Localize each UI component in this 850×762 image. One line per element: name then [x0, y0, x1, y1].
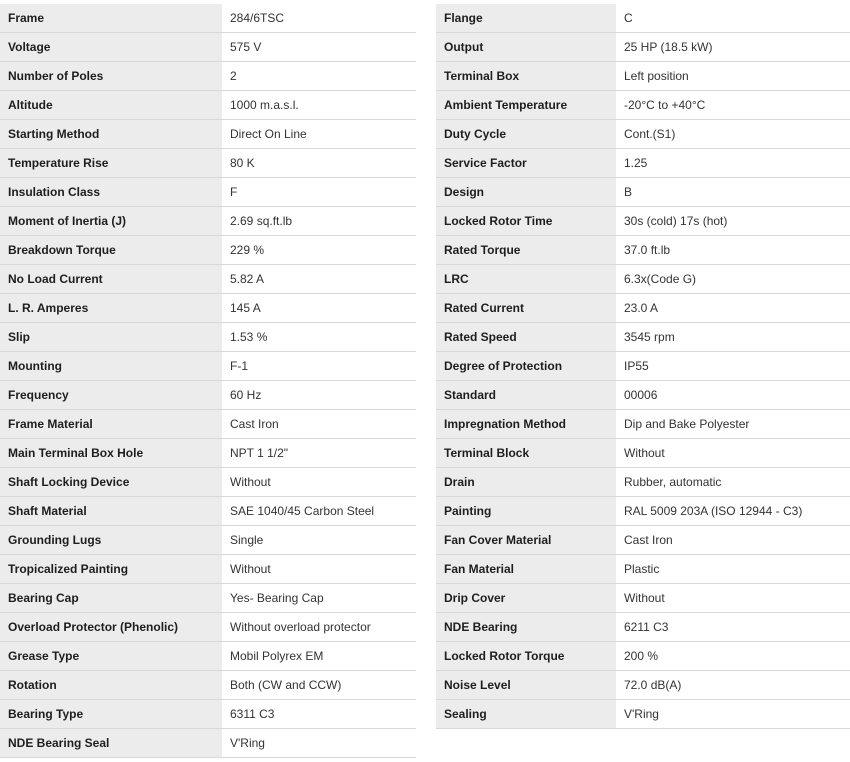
- spec-row: [0, 294, 416, 323]
- spec-value: Dip and Bake Polyester: [616, 410, 850, 439]
- spec-value: Direct On Line: [222, 120, 416, 149]
- spec-value: 3545 rpm: [616, 323, 850, 352]
- spec-label: Rotation: [0, 671, 222, 700]
- spec-row: [436, 613, 850, 642]
- spec-value: 60 Hz: [222, 381, 416, 410]
- spec-value: Without: [616, 584, 850, 613]
- spec-value: -20°C to +40°C: [616, 91, 850, 120]
- spec-value: 284/6TSC: [222, 4, 416, 33]
- spec-value: F-1: [222, 352, 416, 381]
- spec-label: NDE Bearing: [436, 613, 616, 642]
- spec-label: Drain: [436, 468, 616, 497]
- spec-label: Bearing Type: [0, 700, 222, 729]
- spec-row: [0, 526, 416, 555]
- spec-label: Painting: [436, 497, 616, 526]
- spec-label: Locked Rotor Torque: [436, 642, 616, 671]
- spec-label: Standard: [436, 381, 616, 410]
- spec-value: 1.53 %: [222, 323, 416, 352]
- spec-value: 30s (cold) 17s (hot): [616, 207, 850, 236]
- spec-value: 229 %: [222, 236, 416, 265]
- spec-label: Mounting: [0, 352, 222, 381]
- spec-row: [436, 439, 850, 468]
- spec-row: [436, 555, 850, 584]
- spec-value: 6311 C3: [222, 700, 416, 729]
- spec-value: 23.0 A: [616, 294, 850, 323]
- spec-row: [436, 4, 850, 33]
- spec-row: [436, 526, 850, 555]
- spec-row: [0, 91, 416, 120]
- spec-row: [0, 439, 416, 468]
- spec-value: 25 HP (18.5 kW): [616, 33, 850, 62]
- spec-label: Breakdown Torque: [0, 236, 222, 265]
- spec-label: Fan Cover Material: [436, 526, 616, 555]
- spec-row: [0, 207, 416, 236]
- spec-row: [0, 468, 416, 497]
- spec-row: [436, 294, 850, 323]
- spec-label: Rated Torque: [436, 236, 616, 265]
- spec-row: [0, 671, 416, 700]
- spec-value: 80 K: [222, 149, 416, 178]
- spec-label: Rated Current: [436, 294, 616, 323]
- spec-label: LRC: [436, 265, 616, 294]
- spec-label: Grease Type: [0, 642, 222, 671]
- spec-label: Drip Cover: [436, 584, 616, 613]
- spec-label: Moment of Inertia (J): [0, 207, 222, 236]
- spec-row: [0, 62, 416, 91]
- spec-value: Left position: [616, 62, 850, 91]
- spec-label: Starting Method: [0, 120, 222, 149]
- spec-label: Design: [436, 178, 616, 207]
- spec-value: 5.82 A: [222, 265, 416, 294]
- spec-label: Slip: [0, 323, 222, 352]
- spec-row: [0, 584, 416, 613]
- spec-value: Yes- Bearing Cap: [222, 584, 416, 613]
- spec-row: [0, 149, 416, 178]
- spec-label: Insulation Class: [0, 178, 222, 207]
- spec-row: [0, 381, 416, 410]
- spec-value: Rubber, automatic: [616, 468, 850, 497]
- spec-label: Ambient Temperature: [436, 91, 616, 120]
- spec-row: [436, 381, 850, 410]
- spec-row: [0, 4, 416, 33]
- spec-label: Temperature Rise: [0, 149, 222, 178]
- spec-value: B: [616, 178, 850, 207]
- spec-label: Rated Speed: [436, 323, 616, 352]
- spec-row: [436, 62, 850, 91]
- spec-value: V'Ring: [222, 729, 416, 758]
- spec-value: 00006: [616, 381, 850, 410]
- spec-table-right: [436, 4, 850, 729]
- spec-row: [436, 410, 850, 439]
- spec-value: 145 A: [222, 294, 416, 323]
- spec-row: [0, 178, 416, 207]
- spec-label: Shaft Material: [0, 497, 222, 526]
- spec-row: [436, 497, 850, 526]
- spec-label: Duty Cycle: [436, 120, 616, 149]
- spec-value: Without: [222, 555, 416, 584]
- spec-row: [0, 352, 416, 381]
- spec-label: Main Terminal Box Hole: [0, 439, 222, 468]
- spec-value: SAE 1040/45 Carbon Steel: [222, 497, 416, 526]
- spec-label: Overload Protector (Phenolic): [0, 613, 222, 642]
- spec-value: 6.3x(Code G): [616, 265, 850, 294]
- spec-row: [436, 149, 850, 178]
- spec-row: [0, 265, 416, 294]
- spec-value: Cast Iron: [616, 526, 850, 555]
- spec-row: [436, 33, 850, 62]
- spec-row: [0, 323, 416, 352]
- spec-value: F: [222, 178, 416, 207]
- spec-label: Output: [436, 33, 616, 62]
- spec-row: [0, 33, 416, 62]
- spec-row: [436, 584, 850, 613]
- spec-row: [436, 207, 850, 236]
- spec-row: [436, 236, 850, 265]
- spec-label: Bearing Cap: [0, 584, 222, 613]
- spec-label: Frame Material: [0, 410, 222, 439]
- spec-value: Without: [222, 468, 416, 497]
- spec-label: Frequency: [0, 381, 222, 410]
- spec-value: C: [616, 4, 850, 33]
- spec-label: Grounding Lugs: [0, 526, 222, 555]
- spec-label: Degree of Protection: [436, 352, 616, 381]
- spec-label: Altitude: [0, 91, 222, 120]
- spec-row: [0, 497, 416, 526]
- spec-value: 37.0 ft.lb: [616, 236, 850, 265]
- spec-value: Without: [616, 439, 850, 468]
- spec-label: Impregnation Method: [436, 410, 616, 439]
- spec-row: [436, 671, 850, 700]
- spec-label: Service Factor: [436, 149, 616, 178]
- spec-row: [0, 555, 416, 584]
- spec-row: [0, 236, 416, 265]
- spec-label: L. R. Amperes: [0, 294, 222, 323]
- spec-label: Frame: [0, 4, 222, 33]
- spec-row: [0, 729, 416, 758]
- spec-value: 1.25: [616, 149, 850, 178]
- spec-table-left-body: [0, 4, 416, 758]
- spec-row: [436, 468, 850, 497]
- spec-value: 6211 C3: [616, 613, 850, 642]
- spec-label: Voltage: [0, 33, 222, 62]
- spec-label: Tropicalized Painting: [0, 555, 222, 584]
- spec-row: [436, 352, 850, 381]
- spec-value: NPT 1 1/2": [222, 439, 416, 468]
- spec-label: Shaft Locking Device: [0, 468, 222, 497]
- spec-row: [0, 700, 416, 729]
- spec-label: Locked Rotor Time: [436, 207, 616, 236]
- spec-row: [0, 410, 416, 439]
- spec-table-right-body: [436, 4, 850, 729]
- spec-row: [0, 120, 416, 149]
- spec-value: 200 %: [616, 642, 850, 671]
- spec-value: V'Ring: [616, 700, 850, 729]
- spec-row: [436, 265, 850, 294]
- spec-row: [436, 91, 850, 120]
- spec-value: 2.69 sq.ft.lb: [222, 207, 416, 236]
- spec-row: [436, 178, 850, 207]
- spec-row: [0, 642, 416, 671]
- spec-label: Noise Level: [436, 671, 616, 700]
- spec-value: 575 V: [222, 33, 416, 62]
- spec-value: Both (CW and CCW): [222, 671, 416, 700]
- spec-value: Without overload protector: [222, 613, 416, 642]
- spec-row: [436, 700, 850, 729]
- spec-value: 1000 m.a.s.l.: [222, 91, 416, 120]
- spec-value: Single: [222, 526, 416, 555]
- spec-row: [436, 642, 850, 671]
- spec-row: [436, 323, 850, 352]
- spec-value: Cont.(S1): [616, 120, 850, 149]
- spec-label: Flange: [436, 4, 616, 33]
- spec-label: Number of Poles: [0, 62, 222, 91]
- spec-label: Terminal Box: [436, 62, 616, 91]
- spec-table-left: [0, 4, 416, 758]
- spec-value: Mobil Polyrex EM: [222, 642, 416, 671]
- spec-value: Plastic: [616, 555, 850, 584]
- spec-value: 2: [222, 62, 416, 91]
- spec-label: Terminal Block: [436, 439, 616, 468]
- spec-value: IP55: [616, 352, 850, 381]
- spec-label: Sealing: [436, 700, 616, 729]
- spec-value: 72.0 dB(A): [616, 671, 850, 700]
- spec-label: Fan Material: [436, 555, 616, 584]
- spec-value: RAL 5009 203A (ISO 12944 - C3): [616, 497, 850, 526]
- spec-label: NDE Bearing Seal: [0, 729, 222, 758]
- spec-label: No Load Current: [0, 265, 222, 294]
- spec-row: [0, 613, 416, 642]
- spec-row: [436, 120, 850, 149]
- spec-value: Cast Iron: [222, 410, 416, 439]
